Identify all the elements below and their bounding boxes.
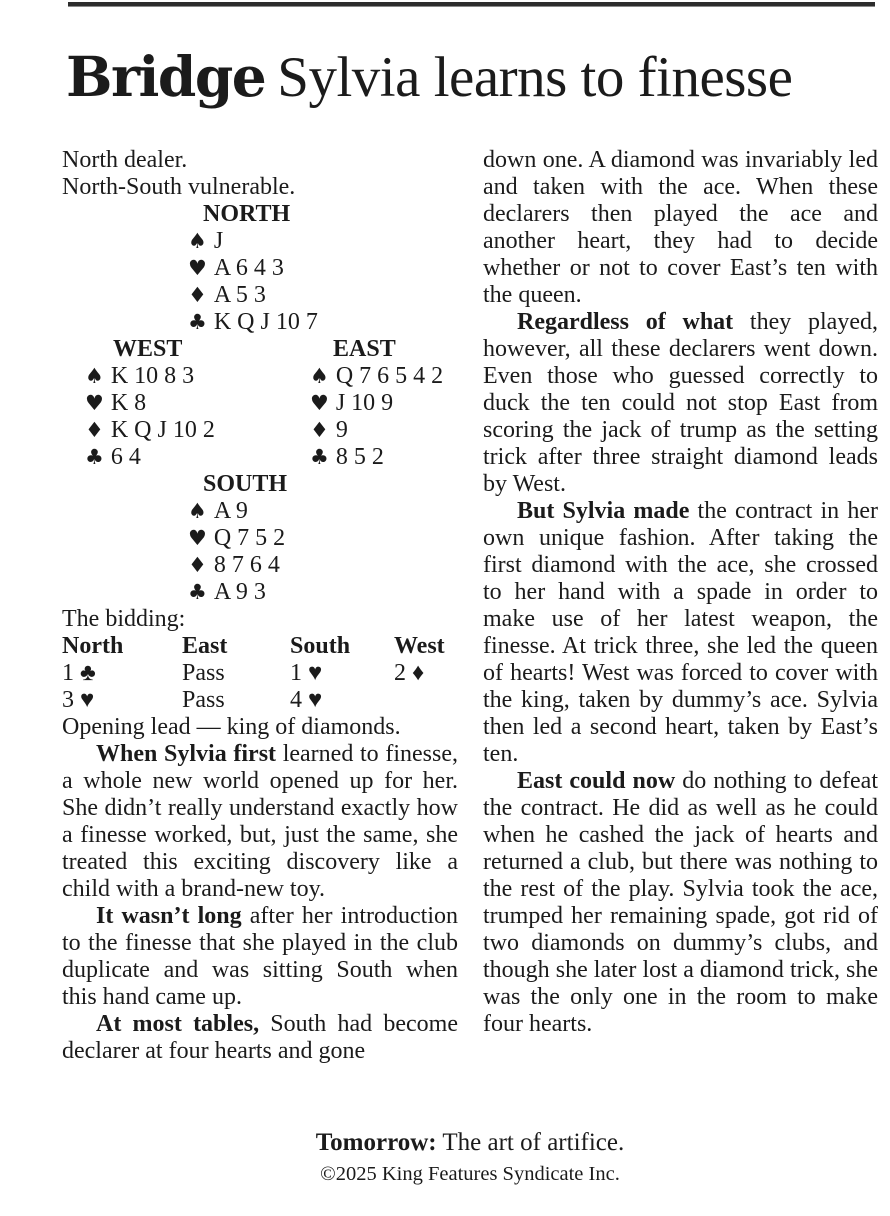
suit-row	[85, 363, 285, 390]
bidding-intro: The bidding:	[62, 606, 186, 632]
paragraph-lead-in: It wasn’t long	[96, 903, 242, 929]
paragraph-text: after her introduction to the finesse that she played in the club duplicate and was sitting South when this hand came up.	[62, 903, 458, 1010]
suit-row	[85, 390, 285, 417]
paragraph-text: the contract in her own unique fashion. After taking the first diamond with the ace, she crossed to her hand with a spade in order to make use of her latest weapon, the finesse. At trick three, she led the queen of hearts! West was forced to cover with the king, taken by dummy’s ace. Sylvia then led a second heart, taken by East’s ten.	[483, 498, 878, 767]
spade-icon: ♠	[85, 364, 104, 388]
suit-row	[188, 309, 458, 336]
suit-row	[188, 552, 458, 579]
paragraph-lead-in: At most tables,	[96, 1011, 260, 1037]
right-column	[483, 147, 878, 1065]
suit-cards: K 8	[110, 390, 147, 416]
suit-row	[188, 282, 458, 309]
hand-north-label: NORTH	[203, 201, 291, 227]
bid-cell: 1 ♣	[62, 660, 96, 686]
hand-south-label: SOUTH	[203, 471, 288, 497]
suit-cards: Q 7 5 2	[213, 525, 286, 551]
heart-icon: ♥	[85, 391, 104, 415]
paragraph	[483, 309, 878, 498]
bid-cell: Pass	[182, 660, 225, 686]
hand-west	[62, 336, 285, 471]
suit-row	[188, 255, 458, 282]
spade-icon: ♠	[188, 229, 207, 253]
top-rule	[68, 2, 875, 7]
suit-cards: J	[213, 228, 224, 254]
paragraph-text: they played, however, all these declarers went down. Even those who guessed correctly to duck the ten could not stop East from scoring the jack of trump as the setting trick after three straight diamond leads by West.	[483, 309, 878, 497]
suit-cards: K 10 8 3	[110, 363, 195, 389]
suit-row	[310, 363, 458, 390]
tomorrow-text: The art of artifice.	[436, 1129, 625, 1156]
bid-cell: 4 ♥	[290, 687, 323, 713]
paragraph-lead-in: But Sylvia made	[517, 498, 690, 524]
paragraph-lead-in: East could now	[517, 768, 676, 794]
hand-north	[62, 201, 458, 336]
bid-cell	[394, 687, 458, 714]
bid-cell: 2 ♦	[394, 660, 425, 686]
suit-row	[310, 417, 458, 444]
suit-cards: K Q J 10 7	[213, 309, 318, 335]
paragraph-text: down one. A diamond was invariably led and taken with the ace. When these declarers then played the ace and another heart, they had to decide whether or not to cover East’s ten with the queen.	[483, 147, 878, 308]
bidding-header-east: East	[182, 633, 228, 659]
paragraph-lead-in: Regardless of what	[517, 309, 734, 335]
suit-cards: A 9 3	[213, 579, 266, 605]
suit-cards: J 10 9	[335, 390, 394, 416]
bidding-header-west: West	[394, 633, 445, 659]
suit-cards: 8 5 2	[335, 444, 384, 470]
bidding-header-south: South	[290, 633, 351, 659]
paragraph-text: South had become declarer at four hearts and gone	[62, 1011, 458, 1064]
heart-icon: ♥	[188, 256, 207, 280]
tomorrow-line	[62, 1128, 878, 1157]
suit-cards: A 9	[213, 498, 248, 524]
column-name: Bridge	[66, 44, 266, 109]
suit-cards: A 6 4 3	[213, 255, 284, 281]
suit-cards: A 5 3	[213, 282, 266, 308]
vulnerability-line: North-South vulnerable.	[62, 174, 296, 200]
suit-cards: K Q J 10 2	[110, 417, 215, 443]
suit-row	[188, 498, 458, 525]
article-columns	[62, 147, 878, 1065]
hand-south	[62, 471, 458, 606]
suit-cards: 6 4	[110, 444, 141, 470]
bidding-table	[62, 633, 458, 714]
left-column	[62, 147, 458, 1065]
tomorrow-label: Tomorrow:	[315, 1129, 437, 1156]
suit-row	[85, 444, 285, 471]
hand-west-label: WEST	[113, 336, 183, 362]
suit-cards: 8 7 6 4	[213, 552, 280, 578]
opening-lead-line: Opening lead — king of diamonds.	[62, 714, 401, 740]
copyright-line: ©2025 King Features Syndicate Inc.	[320, 1163, 620, 1185]
suit-row	[310, 444, 458, 471]
paragraph-text: do nothing to defeat the contract. He did as well as he could when he cashed the jack of hearts and returned a club, but there was nothing to the rest of the play. Sylvia took the ace, trumped her remaining spade, got rid of two diamonds on dummy’s clubs, and though she later lost a diamond trick, she was the only one in the room to make four hearts.	[483, 768, 878, 1037]
heart-icon: ♥	[188, 526, 207, 550]
paragraph	[483, 498, 878, 768]
footer	[62, 1128, 878, 1187]
paragraph	[483, 768, 878, 1038]
bid-cell: 1 ♥	[290, 660, 323, 686]
headline: Sylvia learns to finesse	[277, 46, 793, 109]
paragraph	[62, 1011, 458, 1065]
spade-icon: ♠	[310, 364, 329, 388]
suit-cards: 9	[335, 417, 348, 443]
diamond-icon: ♦	[188, 283, 207, 307]
hands-west-east	[62, 336, 458, 471]
bidding-header-north: North	[62, 633, 124, 659]
paragraph	[62, 903, 458, 1011]
hand-east	[285, 336, 458, 471]
suit-row	[85, 417, 285, 444]
diamond-icon: ♦	[310, 418, 329, 442]
paragraph-lead-in: When Sylvia first	[96, 741, 277, 767]
suit-row	[188, 525, 458, 552]
suit-cards: Q 7 6 5 4 2	[335, 363, 444, 389]
club-icon: ♣	[188, 310, 207, 334]
paragraph-text: learned to finesse, a whole new world opened up for her. She didn’t really understand exactly how a finesse worked, but, just the same, she treated this exciting discovery like a child with a brand-new toy.	[62, 741, 458, 902]
hand-east-label: EAST	[333, 336, 396, 362]
paragraph	[483, 147, 878, 309]
club-icon: ♣	[85, 445, 104, 469]
suit-row	[310, 390, 458, 417]
masthead	[66, 44, 792, 110]
suit-row	[188, 228, 458, 255]
club-icon: ♣	[310, 445, 329, 469]
dealer-line: North dealer.	[62, 147, 188, 173]
bid-cell: Pass	[182, 687, 225, 713]
spade-icon: ♠	[188, 499, 207, 523]
heart-icon: ♥	[310, 391, 329, 415]
suit-row	[188, 579, 458, 606]
diamond-icon: ♦	[85, 418, 104, 442]
diamond-icon: ♦	[188, 553, 207, 577]
club-icon: ♣	[188, 580, 207, 604]
bid-cell: 3 ♥	[62, 687, 95, 713]
paragraph	[62, 741, 458, 903]
